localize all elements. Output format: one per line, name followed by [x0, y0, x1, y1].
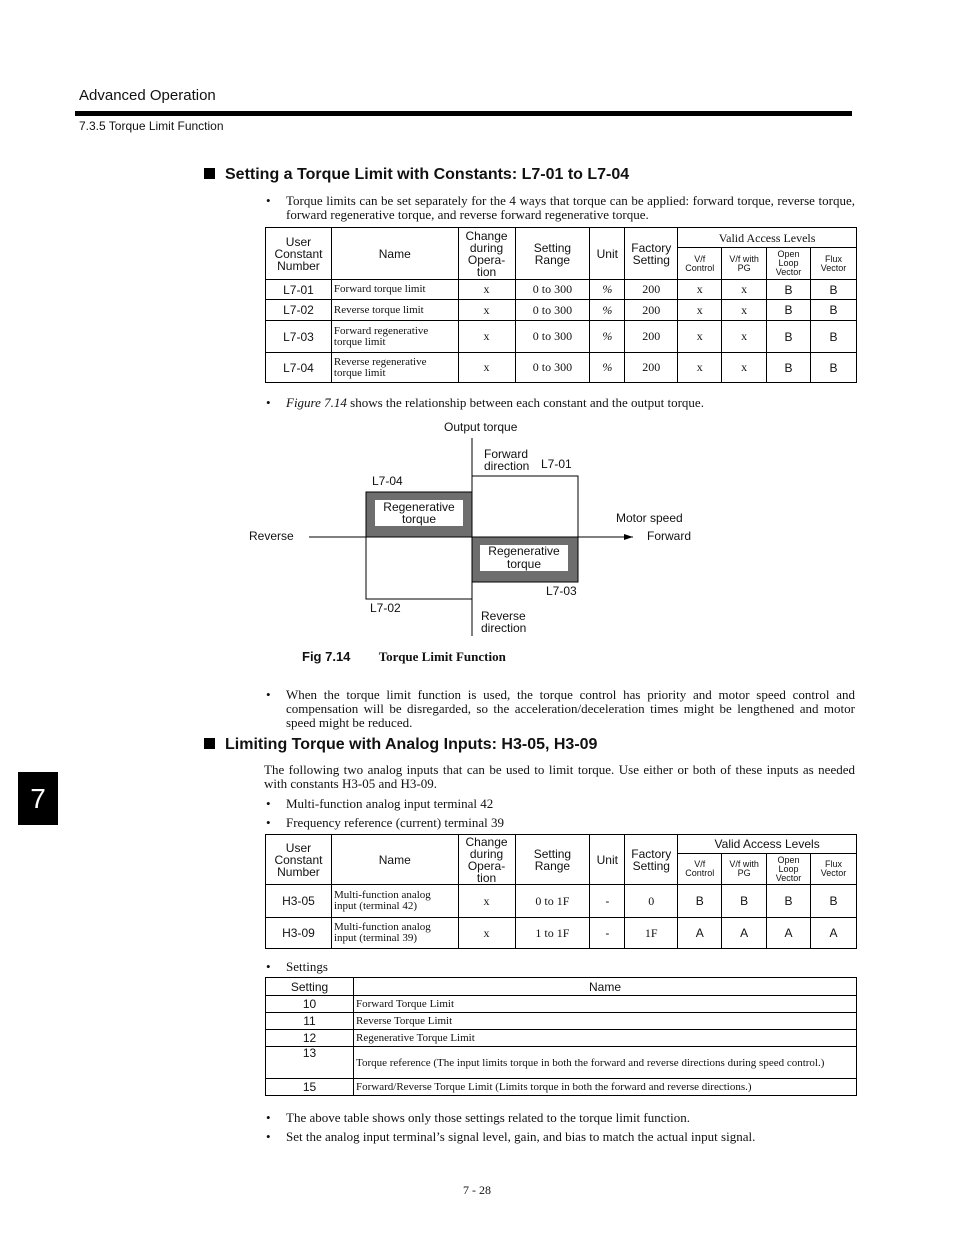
col-header-vfpg: V/f with PG	[722, 854, 767, 885]
col-header-setting-name: Name	[354, 978, 857, 996]
constants-table-h3	[265, 834, 857, 949]
label-output-torque: Output torque	[444, 420, 518, 434]
label-reverse: Reverse	[249, 529, 294, 543]
cell-vf: x	[678, 300, 722, 321]
cell-olv: B	[767, 300, 811, 321]
reverse-torque-region	[366, 537, 472, 599]
cell-setting: 10	[266, 996, 354, 1013]
table-row	[266, 918, 857, 949]
heading-text: Limiting Torque with Analog Inputs: H3-05, H3-09	[225, 736, 598, 753]
cell-unit: -	[590, 885, 625, 918]
forward-torque-region	[472, 476, 578, 537]
table-row	[266, 1030, 857, 1047]
cell-name: Forward regenerative torque limit	[331, 321, 458, 353]
col-header-vfpg: V/f with PG	[722, 248, 767, 280]
cell-olv: B	[767, 353, 811, 383]
cell-vf: x	[678, 353, 722, 383]
col-header-factory: Factory Setting	[625, 835, 678, 885]
cell-num: H3-09	[266, 918, 332, 949]
bullet-dot-icon: •	[266, 193, 271, 208]
caption-title: Torque Limit Function	[378, 649, 506, 664]
section-heading-analog-inputs	[204, 736, 597, 754]
cell-unit: -	[590, 918, 625, 949]
cell-setting-name: Forward Torque Limit	[354, 996, 857, 1013]
cell-num: L7-01	[266, 280, 332, 300]
bullet-item	[266, 687, 855, 730]
cell-change: x	[458, 918, 515, 949]
label-regenerative: Regenerative	[488, 544, 560, 558]
label-forward-direction: direction	[484, 459, 530, 473]
col-header-name: Name	[331, 835, 458, 885]
cell-flux: B	[810, 300, 856, 321]
label-l704: L7-04	[372, 474, 403, 488]
cell-olv: B	[767, 885, 811, 918]
label-forward: Forward	[647, 529, 692, 543]
cell-unit: %	[590, 300, 625, 321]
cell-num: L7-04	[266, 353, 332, 383]
cell-change: x	[458, 280, 515, 300]
bullet-dot-icon: •	[266, 687, 271, 702]
cell-name: Reverse regenerative torque limit	[331, 353, 458, 383]
col-header-unit: Unit	[590, 835, 625, 885]
cell-factory: 200	[625, 280, 678, 300]
cell-setting-name: Regenerative Torque Limit	[354, 1030, 857, 1047]
caption-number: Fig 7.14	[302, 649, 351, 664]
figure-reference: Figure 7.14	[286, 395, 347, 410]
label-torque: torque	[506, 557, 542, 571]
col-header-setting: Setting	[266, 978, 354, 996]
cell-olv: B	[767, 280, 811, 300]
table-row	[266, 1079, 857, 1096]
cell-name: Reverse torque limit	[331, 300, 458, 321]
col-header-vf: V/f Control	[678, 854, 722, 885]
bullet-dot-icon: •	[266, 395, 271, 410]
cell-num: L7-02	[266, 300, 332, 321]
cell-factory: 200	[625, 321, 678, 353]
bullet-text: When the torque limit function is used, the torque control has priority and motor speed control and compensation will be disregarded, so the acceleration/deceleration times might be lengthened and motor speed might be reduced.	[286, 687, 855, 730]
cell-vf: A	[678, 918, 722, 949]
intro-paragraph: The following two analog inputs that can be used to limit torque. Use either or both of these inputs as needed with constants H3-05 and H3-09.	[264, 762, 855, 791]
arrow-right-icon	[624, 534, 633, 540]
cell-vf: x	[678, 321, 722, 353]
label-torque: torque	[401, 512, 437, 526]
col-header-olv: Open Loop Vector	[767, 248, 811, 280]
cell-factory: 1F	[625, 918, 678, 949]
cell-name: Multi-function analog input (terminal 42)	[331, 885, 458, 918]
col-header-flux: Flux Vector	[811, 854, 857, 885]
col-header-user-constant: User Constant Number	[266, 835, 332, 885]
cell-unit: %	[590, 321, 625, 353]
bullet-item	[266, 815, 855, 830]
chapter-tab: 7	[18, 772, 58, 825]
label-l703: L7-03	[546, 584, 577, 598]
col-header-vf: V/f Control	[678, 248, 722, 280]
cell-setting-name: Torque reference (The input limits torque in both the forward and reverse directions during speed control.)	[354, 1047, 857, 1079]
label-motor-speed: Motor speed	[616, 511, 683, 525]
cell-flux: B	[810, 280, 856, 300]
cell-name: Forward torque limit	[331, 280, 458, 300]
page-number: 7 - 28	[463, 1183, 491, 1197]
cell-num: H3-05	[266, 885, 332, 918]
settings-table	[265, 977, 857, 1096]
cell-setting: 15	[266, 1079, 354, 1096]
cell-vfpg: x	[722, 280, 767, 300]
col-header-range: Setting Range	[515, 228, 590, 280]
label-reverse-direction: Reverse	[481, 609, 526, 623]
cell-vfpg: x	[722, 321, 767, 353]
cell-setting: 12	[266, 1030, 354, 1047]
cell-olv: A	[767, 918, 811, 949]
cell-change: x	[458, 885, 515, 918]
bullet-text: shows the relationship between each constant and the output torque.	[346, 395, 704, 410]
col-header-user-constant: User Constant Number	[266, 228, 332, 280]
label-reverse-direction: direction	[481, 621, 527, 635]
running-header: Advanced Operation	[79, 87, 216, 104]
cell-range: 1 to 1F	[515, 918, 590, 949]
cell-num: L7-03	[266, 321, 332, 353]
bullet-dot-icon: •	[266, 1110, 271, 1125]
bullet-item	[266, 959, 855, 974]
cell-flux: A	[811, 918, 857, 949]
col-header-name: Name	[331, 228, 458, 280]
cell-setting: 13	[266, 1047, 354, 1079]
cell-change: x	[458, 353, 515, 383]
figure-caption	[302, 649, 506, 665]
bullet-dot-icon: •	[266, 959, 271, 974]
bullet-text: Set the analog input terminal’s signal level, gain, and bias to match the actual input signal.	[286, 1129, 756, 1144]
col-header-range: Setting Range	[515, 835, 590, 885]
cell-vf: x	[678, 280, 722, 300]
col-header-change: Change during Opera-tion	[458, 835, 515, 885]
table-row	[266, 1013, 857, 1030]
heading-text: Setting a Torque Limit with Constants: L7-01 to L7-04	[225, 166, 630, 183]
col-header-access-levels: Valid Access Levels	[678, 835, 857, 854]
cell-unit: %	[590, 280, 625, 300]
cell-setting-name: Forward/Reverse Torque Limit (Limits torque in both the forward and reverse directions.)	[354, 1079, 857, 1096]
label-forward-direction: Forward	[484, 447, 529, 461]
bullet-text: Frequency reference (current) terminal 39	[286, 815, 504, 830]
col-header-flux: Flux Vector	[810, 248, 856, 280]
cell-setting: 11	[266, 1013, 354, 1030]
cell-factory: 200	[625, 300, 678, 321]
label-l701: L7-01	[541, 457, 572, 471]
cell-vfpg: B	[722, 885, 767, 918]
cell-range: 0 to 300	[515, 280, 590, 300]
bullet-text: The above table shows only those settings related to the torque limit function.	[286, 1110, 690, 1125]
cell-setting-name: Reverse Torque Limit	[354, 1013, 857, 1030]
table-row	[266, 885, 857, 918]
col-header-change: Change during Opera-tion	[458, 228, 515, 280]
cell-olv: B	[767, 321, 811, 353]
bullet-item	[266, 1110, 855, 1125]
cell-unit: %	[590, 353, 625, 383]
bullet-item	[266, 796, 855, 811]
col-header-olv: Open Loop Vector	[767, 854, 811, 885]
cell-vfpg: x	[722, 300, 767, 321]
label-l702: L7-02	[370, 601, 401, 615]
bullet-dot-icon: •	[266, 1129, 271, 1144]
bullet-text: Multi-function analog input terminal 42	[286, 796, 494, 811]
table-row	[266, 1047, 857, 1079]
bullet-item	[266, 1129, 855, 1144]
bullet-text: Settings	[286, 959, 328, 974]
table-row	[266, 996, 857, 1013]
label-regenerative: Regenerative	[383, 500, 455, 514]
cell-vfpg: A	[722, 918, 767, 949]
cell-range: 0 to 300	[515, 300, 590, 321]
cell-vf: B	[678, 885, 722, 918]
bullet-text: Torque limits can be set separately for the 4 ways that torque can be applied: forward torque, reverse torque, forward regenerative torque, and reverse forward regenerative torque.	[286, 193, 855, 222]
cell-flux: B	[811, 885, 857, 918]
bullet-dot-icon: •	[266, 796, 271, 811]
subsection-label: 7.3.5 Torque Limit Function	[79, 119, 224, 133]
cell-range: 0 to 300	[515, 321, 590, 353]
cell-factory: 200	[625, 353, 678, 383]
cell-flux: B	[810, 353, 856, 383]
cell-vfpg: x	[722, 353, 767, 383]
cell-factory: 0	[625, 885, 678, 918]
col-header-factory: Factory Setting	[625, 228, 678, 280]
cell-change: x	[458, 321, 515, 353]
cell-change: x	[458, 300, 515, 321]
cell-range: 0 to 1F	[515, 885, 590, 918]
cell-flux: B	[810, 321, 856, 353]
col-header-access-levels: Valid Access Levels	[678, 228, 857, 248]
cell-range: 0 to 300	[515, 353, 590, 383]
bullet-dot-icon: •	[266, 815, 271, 830]
cell-name: Multi-function analog input (terminal 39)	[331, 918, 458, 949]
square-bullet-icon	[204, 738, 215, 749]
col-header-unit: Unit	[590, 228, 625, 280]
